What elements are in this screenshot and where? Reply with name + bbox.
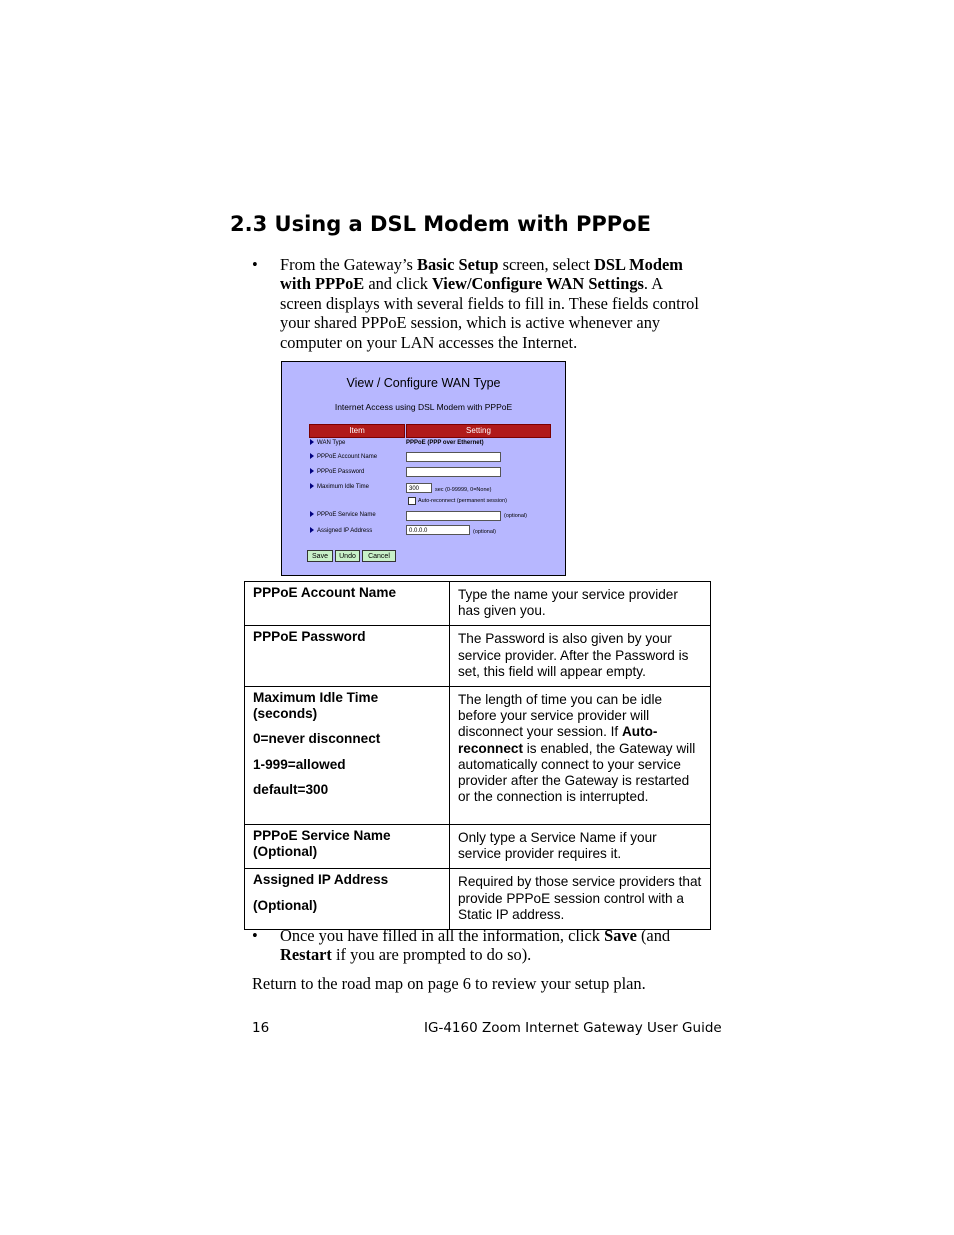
guide-title: IG-4160 Zoom Internet Gateway User Guide — [424, 1020, 722, 1036]
service-name-input[interactable] — [406, 511, 501, 521]
idle-time-hint: sec (0-99999, 0=None) — [435, 487, 492, 493]
setting-column-header: Setting — [406, 424, 551, 438]
arrow-icon — [310, 511, 314, 517]
cancel-button[interactable]: Cancel — [362, 550, 396, 562]
text-run: . A screen displays with several fields to fill in. These fields control your shared PPPoE session, which is active whenever any computer on your LAN accesses the Internet. — [280, 274, 699, 352]
field-name-cell: PPPoE Password — [245, 626, 450, 687]
account-name-input[interactable] — [406, 452, 501, 462]
text-run: From the Gateway’s — [280, 255, 418, 274]
field-description-table — [244, 581, 711, 930]
table-row — [245, 687, 711, 825]
page-number: 16 — [252, 1020, 270, 1036]
row-label-idle: Maximum Idle Time — [317, 484, 370, 490]
field-name-line: default=300 — [253, 781, 329, 797]
field-name-line: 1-999=allowed — [253, 756, 346, 772]
bold-run: Save — [604, 926, 637, 945]
field-name-line: 0=never disconnect — [253, 731, 381, 747]
text-run: and click — [364, 274, 433, 294]
field-name-cell — [245, 869, 450, 930]
field-name-cell: PPPoE Account Name — [245, 582, 450, 626]
arrow-icon — [310, 468, 314, 474]
row-label-password: PPPoE Password — [317, 469, 365, 475]
bold-run: Restart — [280, 945, 332, 965]
bold-run: Auto-reconnect — [458, 724, 658, 756]
bullet-icon: • — [252, 926, 258, 945]
arrow-icon — [310, 439, 314, 445]
text-run: screen, select — [498, 255, 595, 274]
bold-run: View/Configure WAN Settings — [432, 274, 644, 294]
bold-run: DSL Modem with PPPoE — [280, 255, 683, 294]
auto-reconnect-label: Auto-reconnect (permanent session) — [418, 498, 507, 504]
table-row — [245, 825, 711, 869]
section-heading: 2.3 Using a DSL Modem with PPPoE — [230, 212, 651, 236]
screenshot-title: View / Configure WAN Type — [346, 376, 501, 390]
field-desc-cell — [450, 687, 711, 825]
wan-type-value: PPPoE (PPP over Ethernet) — [406, 440, 484, 446]
password-input[interactable] — [406, 467, 501, 477]
bold-run: Basic Setup — [417, 255, 499, 274]
row-label-service: PPPoE Service Name — [317, 512, 376, 518]
field-desc-cell: Only type a Service Name if your service provider requires it. — [450, 825, 711, 869]
save-text — [280, 926, 705, 965]
bullet-icon: • — [252, 255, 258, 274]
text-run: Once you have filled in all the information, click — [280, 926, 605, 945]
field-name-cell — [245, 687, 450, 825]
row-label-ip: Assigned IP Address — [317, 528, 373, 534]
field-desc-cell: The Password is also given by your service provider. After the Password is set, this field will appear empty. — [450, 626, 711, 687]
field-name-line: Assigned IP Address — [253, 872, 389, 888]
return-roadmap-text: Return to the road map on page 6 to review your setup plan. — [252, 974, 646, 993]
text-run: is enabled, the Gateway will automatically connect to your service provider after the Gateway is restarted or the connection is interrupted. — [458, 740, 696, 805]
arrow-icon — [310, 483, 314, 489]
row-label-account: PPPoE Account Name — [317, 454, 378, 460]
field-desc-cell: Required by those service providers that provide PPPoE session control with a Static IP address. — [450, 869, 711, 930]
field-name-cell: PPPoE Service Name (Optional) — [245, 825, 450, 869]
undo-button[interactable]: Undo — [335, 550, 360, 562]
arrow-icon — [310, 453, 314, 459]
table-row — [245, 626, 711, 687]
row-label-wan-type: WAN Type — [317, 440, 346, 446]
field-desc-cell: Type the name your service provider has given you. — [450, 582, 711, 626]
arrow-icon — [310, 527, 314, 533]
wan-config-screenshot — [281, 361, 566, 576]
text-run: (and — [636, 926, 671, 945]
ip-address-input[interactable]: 0.0.0.0 — [406, 525, 470, 535]
ip-optional-hint: (optional) — [473, 529, 496, 535]
field-name-line: Maximum Idle Time (seconds) — [253, 690, 379, 722]
idle-time-input[interactable]: 300 — [406, 483, 432, 493]
table-row — [245, 582, 711, 626]
screenshot-subtitle: Internet Access using DSL Modem with PPPoE — [334, 402, 513, 412]
text-run: The length of time you can be idle before your service provider will disconnect your session. If — [458, 692, 663, 740]
save-button[interactable]: Save — [307, 550, 333, 562]
table-row — [245, 869, 711, 930]
item-column-header: Item — [309, 424, 405, 438]
field-name-line: (Optional) — [253, 897, 318, 913]
intro-text — [280, 255, 705, 352]
auto-reconnect-checkbox[interactable] — [408, 497, 416, 505]
text-run: if you are prompted to do so). — [331, 945, 532, 965]
service-optional-hint: (optional) — [504, 513, 527, 519]
